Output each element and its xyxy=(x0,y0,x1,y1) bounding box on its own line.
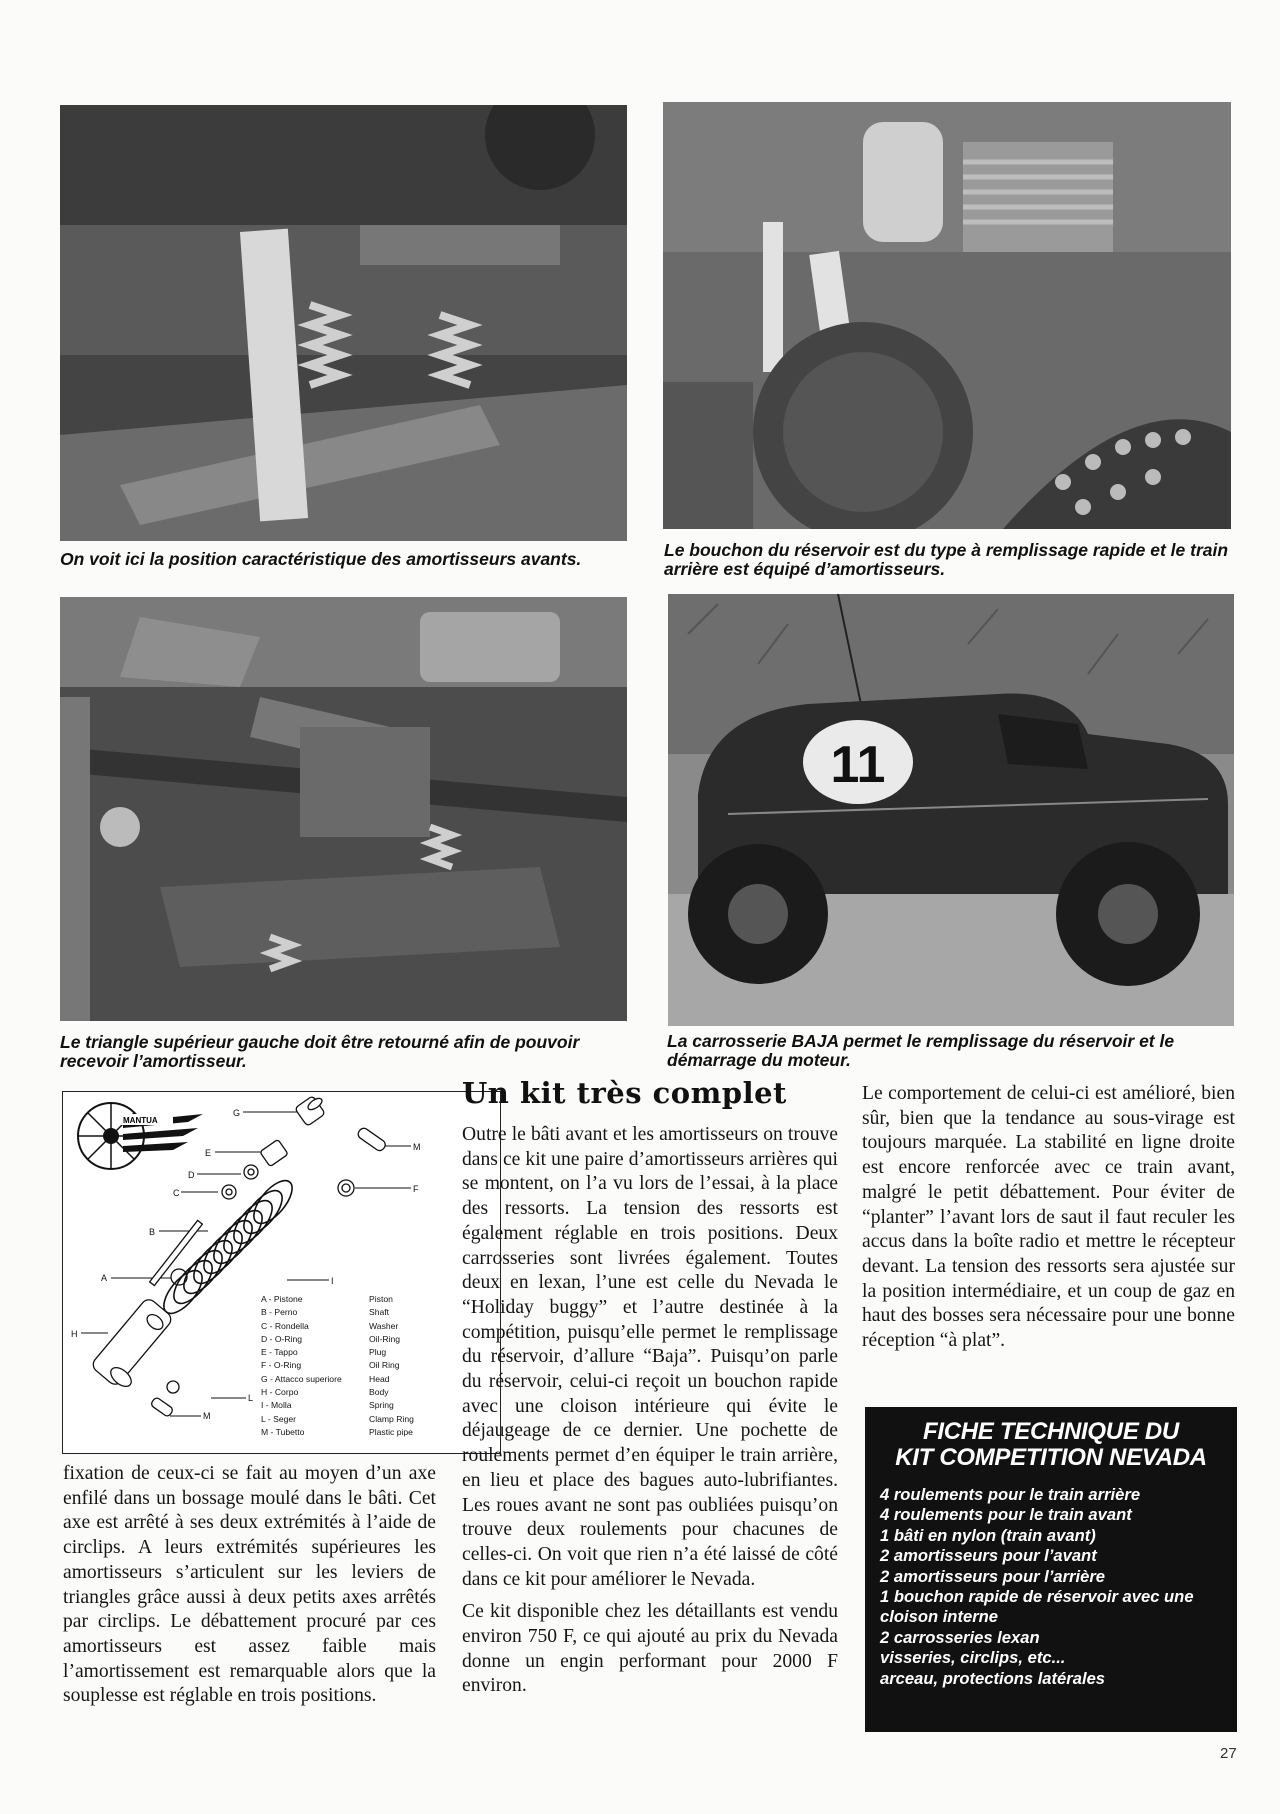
legend-row: I - Molla Spring xyxy=(261,1400,394,1411)
photo-caption-4: La carrosserie BAJA permet le remplissage du réservoir et le démarrage du moteur. xyxy=(667,1031,1175,1070)
list-item: 2 carrosseries lexan xyxy=(880,1627,1040,1647)
column-2-paragraph-1: Outre le bâti avant et les amortisseurs on trouve dans ce kit une paire d’amortisseurs arrières qui se montent, on l’a vu lors de l’essai, à la place des ressorts. La tension des ressorts est également réglable en trois positions. Deux carrosseries sont livrées également. Toutes deux en lexan, l’une est celle du Nevada le “Holiday buggy” et l’autre destinée à la compétition, puisqu’elle permet le remplissage du réservoir, d’allure “Baja”. Puisqu’on parle du réservoir, celui-ci reçoit un bouchon rapide avec une cloison intérieure qui évite le déjaugeage de ce dernier. Une pochette de roulements permet d’en équiper le train arrière, en lieu et place des bagues auto-lubrifiantes. Les roues avant ne sont pas oubliées puisqu’on trouve deux roulements pour chacunes de celles-ci. On voit que rien n’a été laissé de côté dans ce kit pour améliorer le Nevada. xyxy=(462,1124,838,1590)
mantua-logo xyxy=(78,1103,203,1169)
svg-text:MANTUA: MANTUA xyxy=(123,1116,158,1125)
photo-baja-car xyxy=(668,594,1234,1026)
legend-row: L - Seger Clamp Ring xyxy=(261,1413,414,1424)
list-item: arceau, protections latérales xyxy=(880,1668,1106,1688)
letter-A: A xyxy=(101,1273,108,1283)
shock-absorber-diagram xyxy=(62,1091,501,1454)
technical-sheet-box xyxy=(865,1407,1237,1732)
letter-E: E xyxy=(205,1148,212,1158)
list-item: 4 roulements pour le train avant xyxy=(880,1505,1132,1525)
photo-caption-3: Le triangle supérieur gauche doit être retourné afin de pouvoir recevoir l’amortisseur. xyxy=(60,1032,580,1071)
legend-row: G - Attacco superiore Head xyxy=(261,1373,390,1384)
photo-caption-2: Le bouchon du réservoir est du type à remplissage rapide et le train arrière est équipé d’amortisseurs. xyxy=(664,540,1229,579)
technical-sheet-list xyxy=(865,1485,1237,1689)
letter-G: G xyxy=(233,1108,241,1118)
legend-row: A - Pistone Piston xyxy=(261,1294,393,1304)
letter-M-top: M xyxy=(413,1142,421,1152)
legend-row: D - O-Ring Oil-Ring xyxy=(261,1333,401,1344)
list-item: 1 bâti en nylon (train avant) xyxy=(880,1525,1096,1545)
letter-B: B xyxy=(149,1227,156,1237)
letter-D: D xyxy=(188,1170,195,1180)
legend-row: H - Corpo Body xyxy=(261,1387,389,1398)
column-2-paragraph-2: Ce kit disponible chez les détaillants est vendu environ 750 F, ce qui ajouté au prix du Nevada donne un engin performant pour 2000 F environ. xyxy=(462,1601,838,1697)
legend-row: M - Tubetto Plastic pipe xyxy=(261,1426,413,1437)
letter-M-bottom: M xyxy=(203,1411,211,1421)
legend-row: E - Tappo Plug xyxy=(261,1347,387,1358)
legend-row: C - Rondella Washer xyxy=(261,1320,399,1331)
technical-sheet-title: FICHE TECHNIQUE DU KIT COMPETITION NEVADA xyxy=(895,1418,1207,1471)
article-column-2 xyxy=(462,1123,838,1699)
column-3-paragraph: Le comportement de celui-ci est amélioré, bien sûr, bien que la tendance au sous-virage est toujours marquée. La stabilité en ligne droite est encore renforcée avec ce train avant, malgré le petit débattement. Pour éviter de “planter” l’avant lors de saut il faut reculer les accus dans la boîte radio et mettre le récepteur devant. La tension des ressorts sera ajustée sur la position intermédiaire, et un coup de gaz en haut des bosses sera nécessaire pour une bonne réception “à plat”. xyxy=(862,1083,1235,1352)
letter-H: H xyxy=(71,1329,78,1339)
letter-F: F xyxy=(413,1184,419,1194)
list-item: 2 amortisseurs pour l’avant xyxy=(880,1546,1097,1566)
car-number: 11 xyxy=(830,736,886,794)
article-column-1 xyxy=(63,1462,436,1709)
parts-legend xyxy=(261,1293,461,1439)
photo-fuel-cap xyxy=(663,102,1231,529)
letter-L: L xyxy=(248,1393,254,1403)
list-item: 4 roulements pour le train arrière xyxy=(880,1485,1141,1504)
column-1-paragraph: fixation de ceux-ci se fait au moyen d’un axe enfilé dans un bossage moulé dans le bâti. Cet axe est arrêté à ses deux extrémités à l’aide de circlips. A leurs extrémités supérieures les amortisseurs s’articulent sur les leviers de triangles grâce aussi à deux petits axes arrêtés par circlips. Le débattement procuré par ces amortisseurs est assez faible mais l’amortissement est remarquable alors que la souplesse est réglable en trois positions. xyxy=(63,1463,436,1707)
photo-caption-1: On voit ici la position caractéristique des amortisseurs avants. xyxy=(60,549,582,569)
photo-upper-triangle xyxy=(60,597,627,1021)
list-item: 2 amortisseurs pour l’arrière xyxy=(880,1566,1106,1586)
legend-row: F - O-Ring Oil Ring xyxy=(261,1360,400,1371)
legend-row: B - Perno Shaft xyxy=(261,1307,390,1318)
list-item: visseries, circlips, etc... xyxy=(880,1648,1066,1668)
page-number: 27 xyxy=(1220,1745,1237,1762)
photo-front-shocks xyxy=(60,105,627,541)
letter-C: C xyxy=(173,1188,180,1198)
section-heading: Un kit très complet xyxy=(462,1076,787,1110)
article-column-3 xyxy=(862,1082,1235,1354)
letter-I: I xyxy=(331,1276,334,1286)
list-item: 1 bouchon rapide de réservoir avec une cloison interne xyxy=(880,1587,1194,1627)
